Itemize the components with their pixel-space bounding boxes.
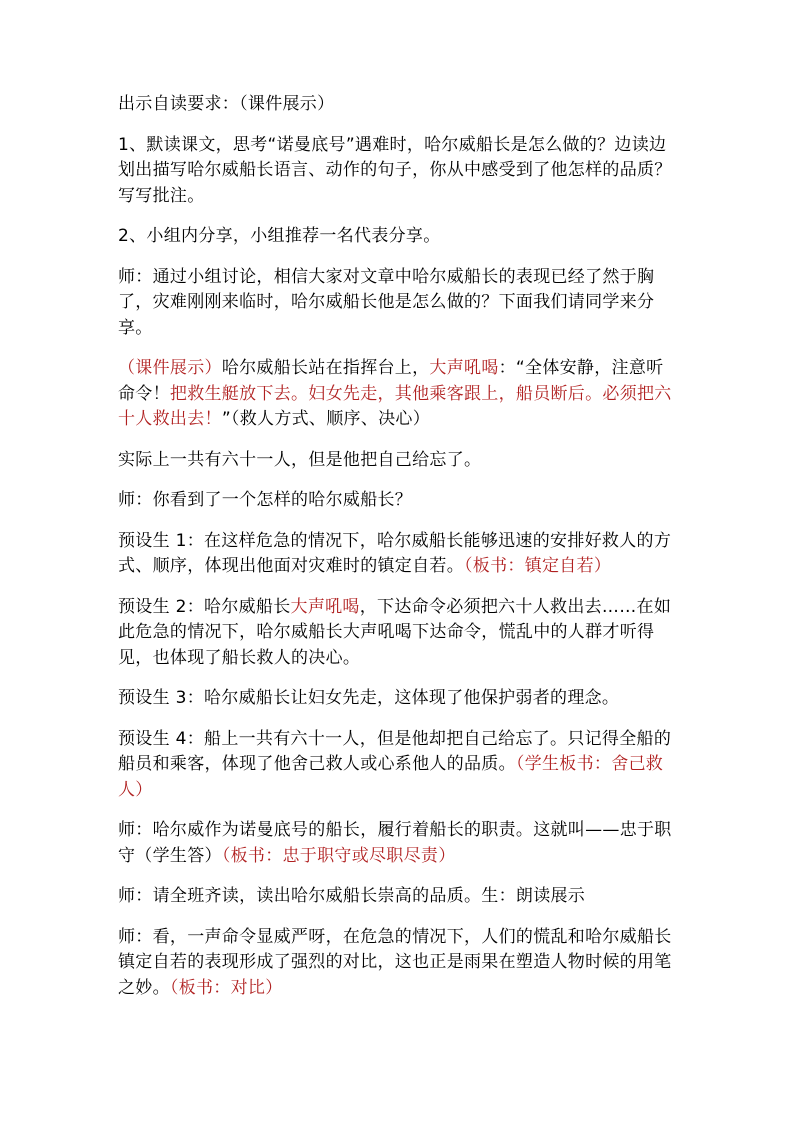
quote-highlight-orders: 把救生艇放下去。妇女先走，其他乘客跟上，船员断后。必须把六十人救出去！ — [118, 383, 672, 429]
quote-text: ”（救人方式、顺序、决心） — [221, 409, 431, 429]
board-note-calm: （板书：镇定自若） — [464, 556, 612, 576]
paragraph-preset-1 — [118, 529, 674, 580]
board-note-contrast: （板书：对比） — [169, 977, 283, 998]
paragraph-teacher-intro: 师：通过小组讨论，相信大家对文章中哈尔威船长的表现已经了然于胸了，灾难刚刚来临时，哈尔威船长他是怎么做的？下面我们请同学来分享。 — [118, 266, 655, 338]
paragraph-sixty-one: 实际上一共有六十一人，但是他把自己给忘了。 — [118, 449, 482, 470]
preset-text: 预设生 2：哈尔威船长 — [118, 596, 291, 617]
preset-highlight-shout: 大声吼喝 — [290, 596, 360, 617]
quote-highlight-shout: 大声吼喝 — [429, 358, 499, 378]
teacher-text: 师：哈尔威作为诺曼底号的船长，履行着船长的职责。这就叫——忠于职守（学生答） — [118, 820, 672, 866]
paragraph-task-2: 2、小组内分享，小组推荐一名代表分享。 — [118, 226, 441, 246]
teacher-text: 师：看，一声命令显威严呀，在危急的情况下，人们的慌乱和哈尔威船长镇定自若的表现形成了强烈的对比，这也正是雨果在塑造人物时候的用笔之妙。 — [118, 926, 672, 998]
paragraph-preset-3: 预设生 3：哈尔威船长让妇女先走，这体现了他保护弱者的理念。 — [118, 688, 620, 708]
quote-text: ：“全体安静，注意听命令！ — [118, 358, 664, 404]
board-note-duty: （板书：忠于职守或尽职尽责） — [221, 845, 456, 866]
preset-text: 预设生 4：船上一共有六十一人，但是他却把自己给忘了。只记得全船的船员和乘客，体现了他舍己救人或心系他人的品质。 — [118, 728, 672, 774]
paragraph-reading-requirement: 出示自读要求：（课件展示） — [118, 94, 335, 114]
paragraph-teacher-contrast — [118, 925, 674, 1002]
paragraph-courseware-quote — [118, 356, 674, 433]
paragraph-class-reading: 师：请全班齐读，读出哈尔威船长崇高的品质。生：朗读展示 — [118, 886, 586, 906]
paragraph-preset-4 — [118, 727, 674, 804]
paragraph-task-1: 1、默读课文，思考“诺曼底号”遇难时，哈尔威船长是怎么做的？边读边划出描写哈尔威船长语言、动作的句子，你从中感受到了他怎样的品质？写写批注。 — [118, 134, 672, 206]
paragraph-preset-2 — [118, 595, 674, 672]
quote-text: 哈尔威船长站在指挥台上， — [221, 358, 430, 378]
preset-text: 预设生 1：在这样危急的情况下，哈尔威船长能够迅速的安排好救人的方式、顺序，体现出他面对灾难时的镇定自若。 — [118, 530, 672, 576]
paragraph-teacher-duty — [118, 818, 674, 869]
courseware-label: （课件展示） — [118, 358, 222, 378]
board-note-selfless: （学生板书：舍己救人） — [118, 754, 664, 800]
preset-text: ，下达命令必须把六十人救出去……在如此危急的情况下，哈尔威船长大声吼喝下达命令，慌乱中的人群才听得见，也体现了船长救人的决心。 — [118, 596, 672, 668]
paragraph-teacher-question: 师：你看到了一个怎样的哈尔威船长？ — [118, 490, 413, 510]
